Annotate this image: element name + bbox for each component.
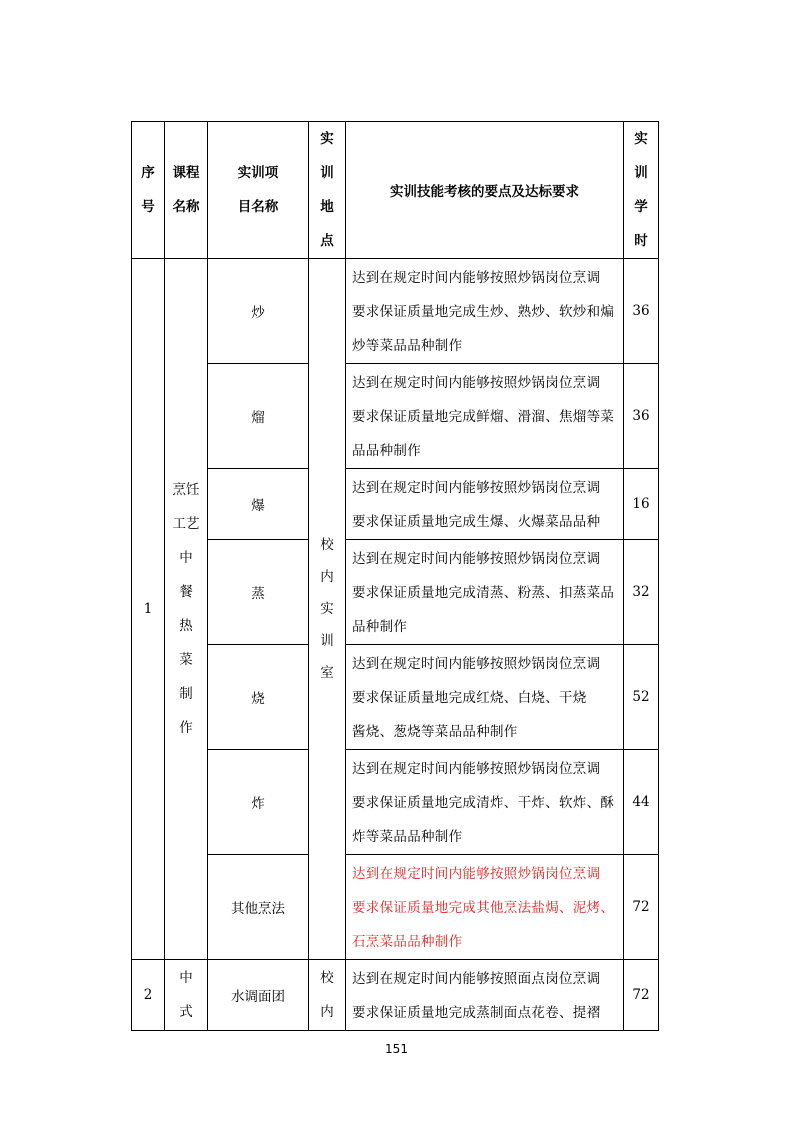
project-cell: 蒸 [208, 540, 309, 645]
requirement-cell: 达到在规定时间内能够按照炒锅岗位烹调 要求保证质量地完成红烧、白烧、干烧 酱烧、葱烧等菜品品种制作 [346, 645, 624, 750]
header-requirements: 实训技能考核的要点及达标要求 [346, 122, 624, 259]
location-cell: 校 内 实 训 室 [309, 259, 346, 960]
requirement-cell: 达到在规定时间内能够按照炒锅岗位烹调 要求保证质量地完成鲜熘、滑溜、焦熘等菜 品品种制作 [346, 364, 624, 469]
hours-cell: 72 [624, 960, 659, 1031]
requirement-cell: 达到在规定时间内能够按照面点岗位烹调 要求保证质量地完成蒸制面点花卷、提褶 [346, 960, 624, 1031]
requirement-cell: 达到在规定时间内能够按照炒锅岗位烹调 要求保证质量地完成生炒、熟炒、软炒和煸 炒等菜品品种制作 [346, 259, 624, 364]
location-cell: 校 内 [309, 960, 346, 1031]
hours-cell: 36 [624, 364, 659, 469]
seq-cell: 2 [132, 960, 165, 1031]
hours-cell: 72 [624, 855, 659, 960]
table-row [132, 855, 659, 960]
table-row [132, 259, 659, 364]
hours-cell: 52 [624, 645, 659, 750]
table-row [132, 960, 659, 1031]
header-seq: 序 号 [132, 122, 165, 259]
header-location: 实 训 地 点 [309, 122, 346, 259]
header-project: 实训项 目名称 [208, 122, 309, 259]
hours-cell: 32 [624, 540, 659, 645]
requirement-cell-highlighted: 达到在规定时间内能够按照炒锅岗位烹调 要求保证质量地完成其他烹法盐焗、泥烤、 石烹菜品品种制作 [346, 855, 624, 960]
seq-cell: 1 [132, 259, 165, 960]
project-cell: 烧 [208, 645, 309, 750]
table-row [132, 540, 659, 645]
header-row [132, 122, 659, 259]
requirement-cell: 达到在规定时间内能够按照炒锅岗位烹调 要求保证质量地完成清蒸、粉蒸、扣蒸菜品 品种制作 [346, 540, 624, 645]
page-number: 151 [385, 1042, 408, 1056]
requirement-cell: 达到在规定时间内能够按照炒锅岗位烹调 要求保证质量地完成清炸、干炸、软炸、酥 炸等菜品品种制作 [346, 750, 624, 855]
table-row [132, 364, 659, 469]
course-name-cell: 烹饪 工艺 中 餐 热 菜 制 作 [165, 259, 208, 960]
project-cell: 其他烹法 [208, 855, 309, 960]
project-cell: 爆 [208, 469, 309, 540]
table-row [132, 645, 659, 750]
curriculum-table [131, 121, 659, 1031]
project-cell: 水调面团 [208, 960, 309, 1031]
requirement-cell: 达到在规定时间内能够按照炒锅岗位烹调 要求保证质量地完成生爆、火爆菜品品种 [346, 469, 624, 540]
header-course: 课程 名称 [165, 122, 208, 259]
project-cell: 熘 [208, 364, 309, 469]
project-cell: 炒 [208, 259, 309, 364]
project-cell: 炸 [208, 750, 309, 855]
table-row [132, 750, 659, 855]
course-name-cell: 中 式 [165, 960, 208, 1031]
hours-cell: 44 [624, 750, 659, 855]
table-row [132, 469, 659, 540]
header-hours: 实 训 学 时 [624, 122, 659, 259]
hours-cell: 16 [624, 469, 659, 540]
hours-cell: 36 [624, 259, 659, 364]
